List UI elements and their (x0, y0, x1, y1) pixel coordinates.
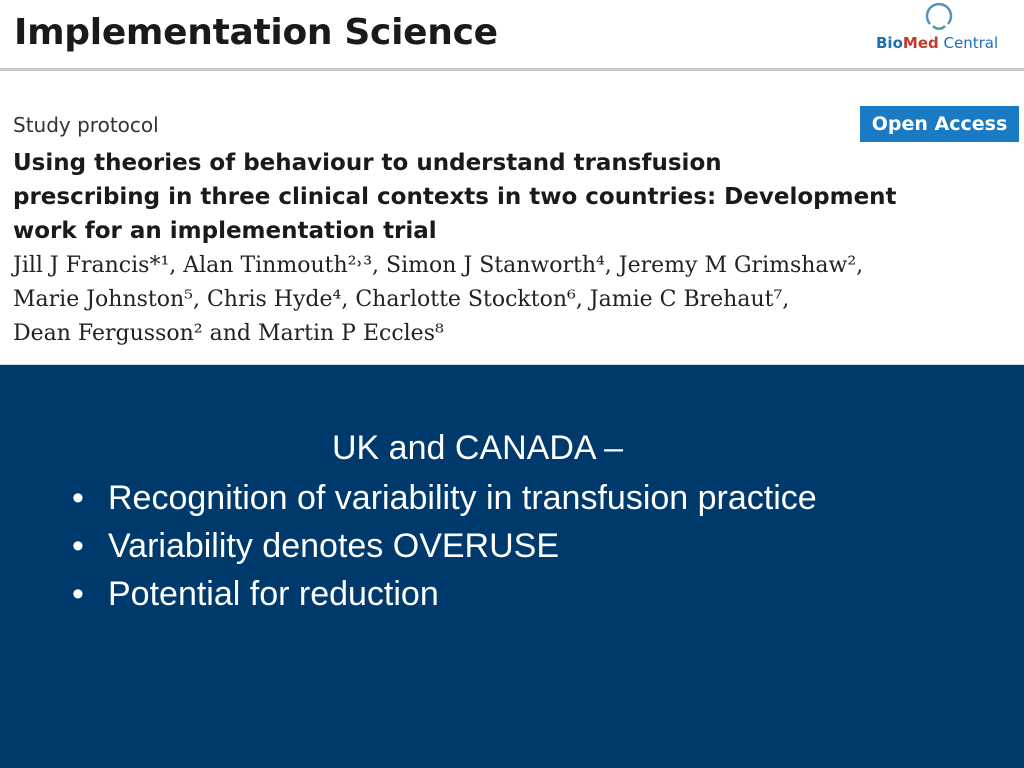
paper-header-image (0, 0, 1024, 365)
slide-heading: UK and CANADA – (332, 429, 624, 467)
bullet-item (72, 570, 817, 618)
publisher-name-central: Central (943, 34, 999, 52)
biomed-central-logo-icon (922, 2, 956, 36)
author-line: Dean Fergusson² and Martin P Eccles⁸ (13, 321, 444, 346)
publisher-logo (876, 2, 1016, 62)
article-title-line: prescribing in three clinical contexts in two countries: Development (13, 184, 897, 210)
bullet-item (72, 474, 817, 522)
publisher-name-med: Med (902, 34, 939, 52)
bullet-text: Variability denotes OVERUSE (108, 527, 560, 565)
bullet-icon: • (72, 527, 84, 565)
author-line: Marie Johnston⁵, Chris Hyde⁴, Charlotte Stockton⁶, Jamie C Brehaut⁷, (13, 287, 790, 312)
article-type: Study protocol (13, 113, 159, 137)
article-title (13, 146, 973, 248)
author-list (13, 249, 1013, 351)
bullet-icon: • (72, 479, 84, 517)
bullet-icon: • (72, 575, 84, 613)
bullet-text: Recognition of variability in transfusion practice (108, 479, 817, 517)
bullet-item (72, 522, 817, 570)
open-access-badge: Open Access (860, 106, 1019, 142)
header-divider (0, 68, 1024, 71)
journal-title: Implementation Science (14, 12, 498, 53)
author-line: Jill J Francis*¹, Alan Tinmouth²˒³, Simon J Stanworth⁴, Jeremy M Grimshaw², (13, 253, 864, 278)
bullet-text: Potential for reduction (108, 575, 439, 613)
article-title-line: Using theories of behaviour to understand transfusion (13, 150, 722, 176)
bullet-list (72, 474, 817, 618)
publisher-name (876, 34, 998, 52)
publisher-name-bio: Bio (876, 34, 903, 52)
article-title-line: work for an implementation trial (13, 218, 437, 244)
